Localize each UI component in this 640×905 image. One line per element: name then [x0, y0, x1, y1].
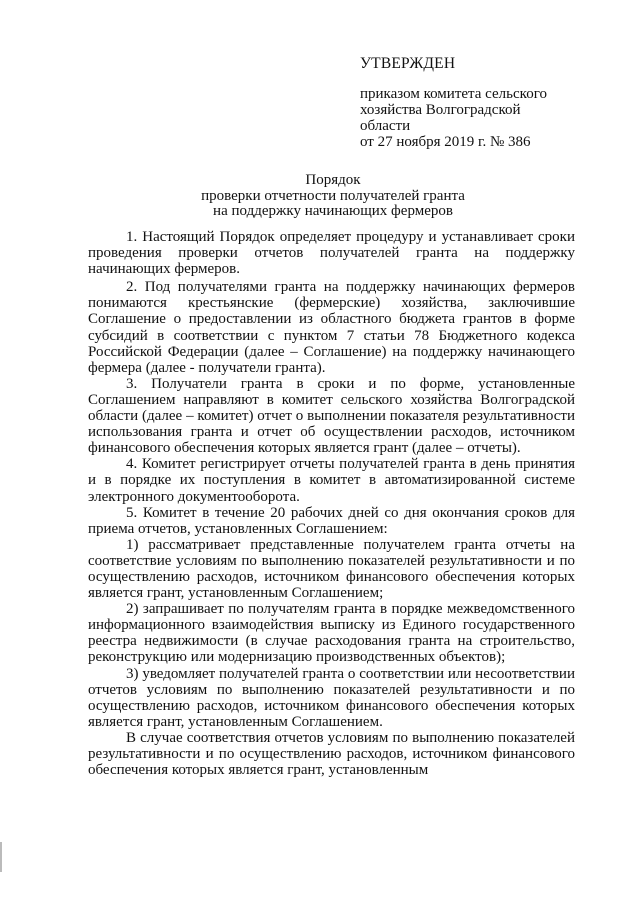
paragraph-4: 4. Комитет регистрирует отчеты получателей гранта в день принятия и в порядке их поступления в комитет в автоматизированной системе электронного документооборота.: [88, 456, 575, 505]
paragraph-continuation: В случае соответствия отчетов условиям по выполнению показателей результативности и по осуществлению расходов, источником финансового обеспечения которых является грант, установленным: [88, 729, 575, 779]
scan-edge-mark: [0, 842, 2, 872]
title-line: проверки отчетности получателей гранта: [201, 187, 465, 204]
approval-line: хозяйства Волгоградской: [360, 102, 521, 118]
subitem-2: 2) запрашивает по получателям гранта в порядке межведомственного информационного взаимодействия выписку из Единого государственного реестра недвижимости (в случае расходования гранта на строительство, реконструкцию или модернизацию производственных объектов);: [88, 601, 575, 666]
paragraph-1: 1. Настоящий Порядок определяет процедуру и устанавливает сроки проведения проверки отчетов получателей гранта на поддержку начинающих фермеров.: [88, 229, 575, 278]
approval-line: области: [360, 118, 411, 134]
document-body: [88, 229, 575, 778]
paragraph-2: 2. Под получателями гранта на поддержку начинающих фермеров понимаются крестьянские (фермерские) хозяйства, заключившие Соглашение о предоставлении из областного бюджета грантов в форме субсидий в соответствии с пунктом 7 статьи 78 Бюджетного кодекса Российской Федерации (далее – Соглашение) на поддержку начинающего фермера (далее - получатели гранта).: [88, 279, 575, 376]
approval-line: от 27 ноября 2019 г. № 386: [360, 134, 531, 150]
subitem-3: 3) уведомляет получателей гранта о соответствии или несоответствии отчетов условиям по выполнению показателей результативности и по осуществлению расходов, источником финансового обеспечения которых является грант, установленным Соглашением.: [88, 665, 575, 730]
title-line: на поддержку начинающих фермеров: [213, 203, 453, 219]
document-title: [88, 173, 578, 220]
paragraph-5: 5. Комитет в течение 20 рабочих дней со дня окончания сроков для приема отчетов, установленных Соглашением:: [88, 504, 575, 537]
subitem-1: 1) рассматривает представленные получателем гранта отчеты на соответствие условиям по выполнению показателей результативности и по осуществлению расходов, источником финансового обеспечения которых является грант, установленным Соглашением;: [88, 536, 575, 602]
approval-heading: УТВЕРЖДЕН: [360, 55, 456, 72]
approval-line: приказом комитета сельского: [360, 86, 547, 102]
title-line: Порядок: [305, 172, 361, 188]
paragraph-3: 3. Получатели гранта в сроки и по форме, установленные Соглашением направляют в комитет сельского хозяйства Волгоградской области (далее – комитет) отчет о выполнении показателя результативности использования гранта и отчет об осуществлении расходов, источником финансового обеспечения которых является грант (далее – отчеты).: [88, 375, 575, 457]
approval-block: [360, 56, 600, 150]
